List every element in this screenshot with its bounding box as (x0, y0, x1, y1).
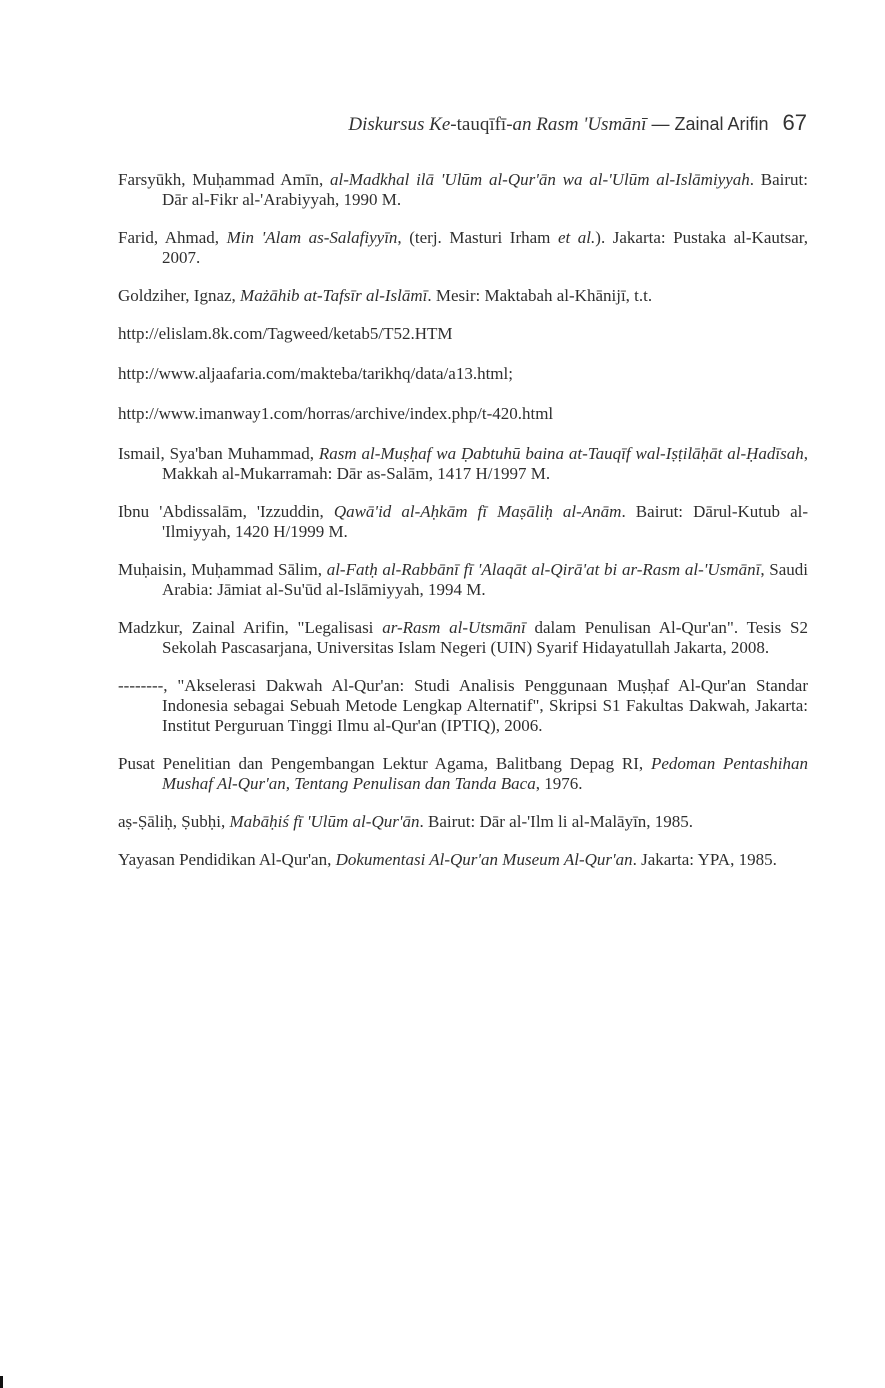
entry-text: Pusat Penelitian dan Pengembangan Lektur Agama, Balitbang Depag RI, (118, 754, 651, 773)
bibliography-entry (118, 502, 808, 542)
bibliography-url-entry (118, 364, 808, 384)
bibliography-entry (118, 286, 808, 306)
entry-text: Madzkur, Zainal Arifin, "Legalisasi (118, 618, 383, 637)
header-title-part-1: Diskursus Ke- (348, 114, 457, 135)
entry-text: , Makkah al-Mukarramah: Dār as-Salām, 1417 H/1997 M. (162, 444, 808, 483)
entry-text: Yayasan Pendidikan Al-Qur'an, (118, 850, 336, 869)
entry-text: . Bairut: Dār al-'Ilm li al-Malāyīn, 1985. (419, 812, 694, 831)
bibliography-entry (118, 228, 808, 268)
entry-title-italic: al-Madkhal ilā 'Ulūm al-Qur'ān wa al-'Ulūm al-Islāmiyyah (330, 170, 750, 189)
entry-text: dalam Penulisan Al-Qur'an". Tesis S2 Sekolah Pascasarjana, Universitas Islam Negeri (UIN) Syarif Hidayatullah Jakarta, 2008. (162, 618, 809, 657)
bibliography-entry (118, 444, 808, 484)
header-author: Zainal Arifin (674, 114, 769, 134)
entry-text: http://www.aljaafaria.com/makteba/tarikhq/data/a13.html; (118, 364, 513, 383)
bibliography-entry (118, 560, 808, 600)
entry-text: Farsyūkh, Muḥammad Amīn, (118, 170, 330, 189)
header-separator: — (646, 114, 675, 134)
entry-title-italic: al-Fatḥ al-Rabbānī fī 'Alaqāt al-Qirā'at bi ar-Rasm al-'Usmānī (326, 560, 761, 579)
entry-title-italic: Qawā'id al-Aḥkām fī Maṣāliḥ al-Anām (333, 502, 622, 521)
entry-title-italic: Mabāḥiś fī 'Ulūm al-Qur'ān (229, 812, 420, 831)
entry-text: , Saudi Arabia: Jāmiat al-Su'ūd al-Islāmiyyah, 1994 M. (162, 560, 809, 599)
bibliography-entry (118, 850, 808, 870)
bibliography-url-entry (118, 404, 808, 424)
running-header (348, 110, 807, 136)
entry-text: ). Jakarta: Pustaka al-Kautsar, 2007. (162, 228, 808, 267)
entry-text: http://elislam.8k.com/Tagweed/ketab5/T52.HTM (118, 324, 453, 343)
entry-text: . Bairut: Dār al-Fikr al-'Arabiyyah, 1990 M. (162, 170, 808, 209)
entry-text: Farid, Ahmad, (118, 228, 227, 247)
bibliography-entry (118, 812, 808, 832)
header-title-part-3: -an Rasm 'Usmānī (506, 114, 647, 135)
bibliography-entry (118, 754, 808, 794)
bibliography-entry (118, 676, 808, 736)
entry-text: Muḥaisin, Muḥammad Sālim, (118, 560, 327, 579)
entry-text: aṣ-Ṣāliḥ, Ṣubḥi, (118, 812, 230, 831)
entry-text: , 1976. (535, 774, 583, 793)
page-number: 67 (782, 110, 807, 135)
entry-text: Ismail, Sya'ban Muhammad, (118, 444, 319, 463)
entry-title-italic: ar-Rasm al-Utsmānī (382, 618, 526, 637)
entry-title-italic: et al. (557, 228, 596, 247)
entry-title-italic: Pedoman Pentashihan Mushaf Al-Qur'an, Tentang Penulisan dan Tanda Baca (162, 754, 808, 793)
entry-title-italic: Min 'Alam as-Salafiyyīn (226, 228, 398, 247)
entry-text: http://www.imanway1.com/horras/archive/index.php/t-420.html (118, 404, 554, 423)
entry-text: , (terj. Masturi Irham (397, 228, 558, 247)
bibliography-entry (118, 170, 808, 210)
entry-title-italic: Dokumentasi Al-Qur'an Museum Al-Qur'an (335, 850, 633, 869)
entry-text: . Bairut: Dārul-Kutub al-'Ilmiyyah, 1420 H/1999 M. (162, 502, 809, 541)
entry-text: Ibnu 'Abdissalām, 'Izzuddin, (118, 502, 334, 521)
bibliography-url-entry (118, 324, 808, 344)
entry-text: . Jakarta: YPA, 1985. (632, 850, 777, 869)
bibliography-entry (118, 618, 808, 658)
entry-text: Goldziher, Ignaz, (118, 286, 241, 305)
entry-title-italic: Rasm al-Muṣḥaf wa Ḍabtuhū baina at-Tauqīf wal-Iṣṭilāḥāt al-Ḥadīsah (318, 444, 804, 463)
bibliography-list (118, 170, 808, 888)
header-title-part-2: tauqīfī (456, 114, 507, 135)
entry-title-italic: Mażāhib at-Tafsīr al-Islāmī (240, 286, 428, 305)
entry-text: . Mesir: Maktabah al-Khānijī, t.t. (427, 286, 653, 305)
page-edge-mark (0, 1376, 3, 1388)
entry-text: --------, "Akselerasi Dakwah Al-Qur'an: Studi Analisis Penggunaan Muṣḥaf Al-Qur'an Standar Indonesia sebagai Sebuah Metode Lengkap Alternatif", Skripsi S1 Fakultas Dakwah, Jakarta: Institut Perguruan Tinggi Ilmu al-Qur'an (IPTIQ), 2006. (118, 676, 808, 735)
